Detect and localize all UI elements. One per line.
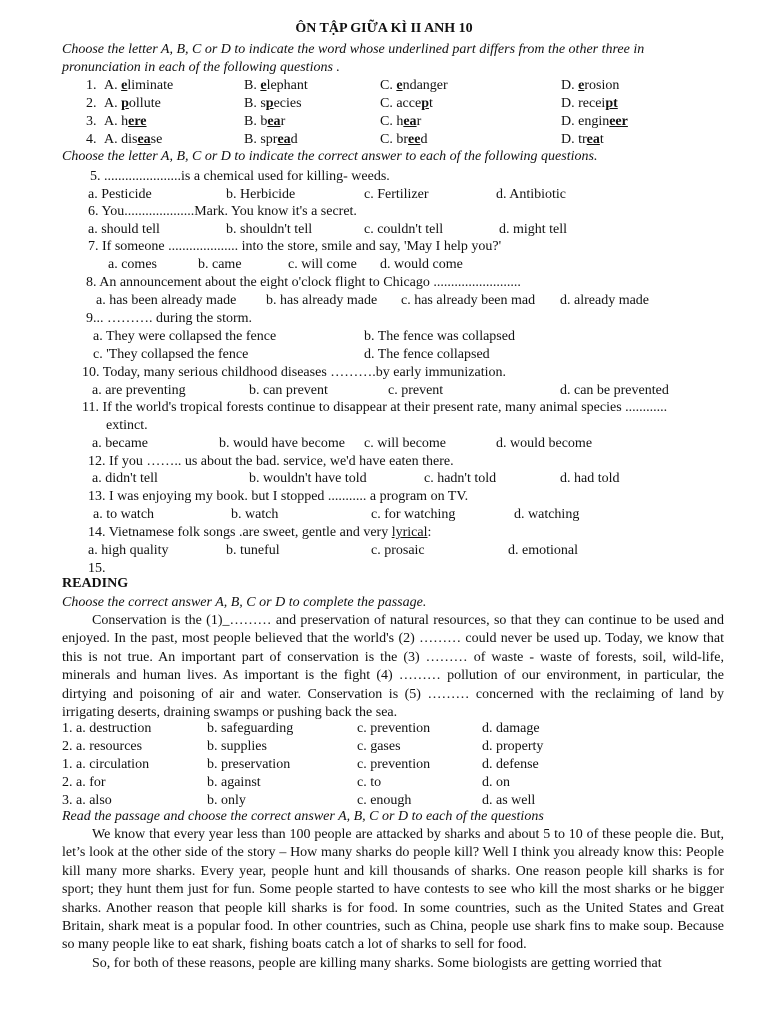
- passage3-text: So, for both of these reasons, people are killing many sharks. Some biologists are getting worried that: [92, 955, 662, 971]
- underlined-part: ea: [137, 132, 151, 147]
- question-continuation: extinct.: [106, 418, 148, 433]
- cloze-option: d. defense: [482, 757, 539, 772]
- answer-option: c. prevent: [388, 383, 444, 398]
- answer-option: c. prosaic: [371, 543, 425, 558]
- option-b: [244, 77, 308, 95]
- answer-option: a. has been already made: [96, 293, 237, 308]
- underlined-part: e: [396, 78, 403, 93]
- underlined-part: pt: [605, 96, 618, 111]
- option-d: [561, 77, 619, 95]
- answer-option: c. Fertilizer: [364, 187, 429, 202]
- question-7: 7. If someone .................... into the store, smile and say, 'May I help you?': [88, 239, 502, 254]
- answer-option: c. will come: [288, 257, 357, 272]
- cloze-option: b. only: [207, 793, 246, 808]
- option-suffix: r: [416, 114, 422, 129]
- answer-option: c. will become: [364, 436, 447, 451]
- option-c: [380, 131, 427, 149]
- answer-option: b. tuneful: [226, 543, 280, 558]
- option-a: [104, 95, 161, 113]
- option-prefix: D. tr: [561, 132, 587, 147]
- reading-passage-1: [62, 612, 724, 722]
- answer-option: b. shouldn't tell: [226, 222, 313, 237]
- question-8: 8. An announcement about the eight o'clock flight to Chicago .........................: [86, 275, 521, 290]
- answer-option: c. has already been mad: [401, 293, 536, 308]
- underlined-part: ere: [128, 114, 147, 129]
- answer-option: b. watch: [231, 507, 279, 522]
- underlined-part: ea: [586, 132, 600, 147]
- option-c: [380, 77, 448, 95]
- answer-option: c. 'They collapsed the fence: [93, 347, 249, 362]
- answer-option: b. wouldn't have told: [249, 471, 367, 486]
- cloze-option: b. supplies: [207, 739, 267, 754]
- question-number: 3.: [86, 114, 97, 129]
- passage2-text: We know that every year less than 100 people are attacked by sharks and about 5 to 10 of these people die. But, let’s look at the other side of the story – How many sharks do people kill? Well I think you already know this: People kill many more sharks. Every year, people hunt and kill thousands of sharks. One reason people kill sharks is for sport; they hunt them just for fun. Some people started to have contests to see who kill the most sharks or he bigger sharks. Another reason that people kill sharks is for food. In some countries, such as the United States and Great Britain, shark meat is a popular food. In other countries, such as China, people use shark fins to make soup. Because so many people like to eat shark, fishing boats catch a lot of sharks to sell for food.: [62, 827, 724, 953]
- answer-option: d. Antibiotic: [496, 187, 566, 202]
- option-prefix: D. engin: [561, 114, 610, 129]
- answer-option: d. already made: [560, 293, 650, 308]
- answer-option: a. Pesticide: [88, 187, 152, 202]
- answer-option: d. would become: [496, 436, 593, 451]
- option-suffix: ecies: [273, 96, 302, 111]
- reading-instruction: Choose the correct answer A, B, C or D to complete the passage.: [62, 595, 427, 610]
- question-12: 12. If you …….. us about the bad. service, we'd have eaten there.: [88, 454, 454, 469]
- underlined-part: ea: [403, 114, 417, 129]
- cloze-option: b. against: [207, 775, 261, 790]
- option-suffix: t: [429, 96, 433, 111]
- question-10: 10. Today, many serious childhood diseases ……….by early immunization.: [82, 365, 507, 380]
- cloze-option: d. on: [482, 775, 510, 790]
- question-14: [88, 524, 431, 542]
- cloze-option: 2. a. resources: [62, 739, 143, 754]
- option-prefix: C. br: [380, 132, 408, 147]
- cloze-option: 1. a. circulation: [62, 757, 150, 772]
- option-b: [244, 95, 302, 113]
- question-6: 6. You....................Mark. You know it's a secret.: [88, 204, 357, 219]
- option-prefix: D. recei: [561, 96, 606, 111]
- answer-option: d. The fence collapsed: [364, 347, 490, 362]
- question-number: 2.: [86, 96, 97, 111]
- reading-heading: READING: [62, 576, 129, 591]
- option-prefix: A. dis: [104, 132, 138, 147]
- answer-option: d. watching: [514, 507, 580, 522]
- option-c: [380, 95, 433, 113]
- option-suffix: se: [150, 132, 163, 147]
- option-prefix: C. acce: [380, 96, 422, 111]
- option-b: [244, 131, 298, 149]
- option-d: [561, 131, 604, 149]
- question-9: 9... ………. during the storm.: [86, 311, 253, 326]
- question-5: 5. ......................is a chemical used for killing- weeds.: [90, 169, 390, 184]
- instruction-pronunciation-line2: pronunciation in each of the following questions .: [62, 60, 340, 75]
- cloze-option: c. gases: [357, 739, 401, 754]
- instruction-pronunciation-line1: Choose the letter A, B, C or D to indicate the word whose underlined part differs from the other three in: [62, 42, 645, 57]
- answer-option: b. Herbicide: [226, 187, 296, 202]
- underlined-part: eer: [609, 114, 628, 129]
- answer-option: c. for watching: [371, 507, 456, 522]
- question-punct: :: [427, 525, 432, 540]
- cloze-option: c. enough: [357, 793, 412, 808]
- underlined-part: ea: [267, 114, 281, 129]
- option-prefix: A. h: [104, 114, 129, 129]
- option-suffix: r: [280, 114, 286, 129]
- reading-passage-2: [62, 826, 724, 973]
- underlined-part: e: [260, 78, 267, 93]
- answer-option: d. can be prevented: [560, 383, 669, 398]
- option-d: [561, 95, 618, 113]
- underlined-part: p: [265, 96, 274, 111]
- answer-option: b. has already made: [266, 293, 378, 308]
- cloze-option: b. preservation: [207, 757, 291, 772]
- option-suffix: lephant: [266, 78, 308, 93]
- answer-option: b. would have become: [219, 436, 345, 451]
- option-prefix: C. h: [380, 114, 404, 129]
- option-suffix: ollute: [128, 96, 161, 111]
- underlined-part: ee: [408, 132, 421, 147]
- answer-option: d. emotional: [508, 543, 578, 558]
- cloze-option: c. prevention: [357, 757, 431, 772]
- answer-option: d. might tell: [499, 222, 568, 237]
- cloze-option: d. as well: [482, 793, 536, 808]
- cloze-option: b. safeguarding: [207, 721, 294, 736]
- answer-option: c. hadn't told: [424, 471, 497, 486]
- answer-option: d. would come: [380, 257, 463, 272]
- option-a: [104, 131, 162, 149]
- option-suffix: ndanger: [402, 78, 448, 93]
- answer-option: c. couldn't tell: [364, 222, 444, 237]
- option-prefix: D.: [561, 78, 579, 93]
- option-suffix: d: [420, 132, 428, 147]
- underlined-part: ea: [277, 132, 291, 147]
- option-suffix: d: [290, 132, 298, 147]
- answer-option: a. should tell: [88, 222, 160, 237]
- instruction-grammar: Choose the letter A, B, C or D to indicate the correct answer to each of the following questions.: [62, 149, 598, 164]
- question-number: 1.: [86, 78, 97, 93]
- answer-option: a. high quality: [88, 543, 169, 558]
- option-prefix: B. b: [244, 114, 268, 129]
- cloze-option: 1. a. destruction: [62, 721, 152, 736]
- underlined-word: lyrical: [391, 525, 428, 540]
- cloze-option: d. damage: [482, 721, 540, 736]
- option-b: [244, 113, 285, 131]
- option-c: [380, 113, 421, 131]
- question-11: 11. If the world's tropical forests continue to disappear at their present rate, many animal species ............: [82, 400, 668, 415]
- cloze-option: c. prevention: [357, 721, 431, 736]
- answer-option: d. had told: [560, 471, 620, 486]
- option-prefix: B. spr: [244, 132, 278, 147]
- cloze-option: d. property: [482, 739, 544, 754]
- option-prefix: B. s: [244, 96, 266, 111]
- option-prefix: B.: [244, 78, 261, 93]
- option-prefix: A.: [104, 78, 122, 93]
- underlined-part: p: [421, 96, 429, 111]
- page-title: ÔN TẬP GIỮA KÌ II ANH 10: [295, 21, 473, 36]
- question-13: 13. I was enjoying my book. but I stopped ........... a program on TV.: [88, 489, 469, 504]
- answer-option: a. They were collapsed the fence: [93, 329, 277, 344]
- answer-option: b. The fence was collapsed: [364, 329, 515, 344]
- question-number: 4.: [86, 132, 97, 147]
- underlined-part: e: [121, 78, 128, 93]
- answer-option: a. are preventing: [92, 383, 186, 398]
- cloze-option: 3. a. also: [62, 793, 112, 808]
- answer-option: a. comes: [108, 257, 157, 272]
- question-text: 14. Vietnamese folk songs .are sweet, gentle and very: [88, 525, 392, 540]
- answer-option: a. became: [92, 436, 148, 451]
- option-prefix: C.: [380, 78, 397, 93]
- answer-option: b. can prevent: [249, 383, 328, 398]
- option-prefix: A.: [104, 96, 122, 111]
- reading-instruction-2: Read the passage and choose the correct answer A, B, C or D to each of the questions: [62, 809, 544, 824]
- cloze-option: 2. a. for: [62, 775, 106, 790]
- underlined-part: p: [121, 96, 129, 111]
- answer-option: b. came: [198, 257, 242, 272]
- answer-option: a. to watch: [93, 507, 155, 522]
- underlined-part: e: [578, 78, 585, 93]
- answer-option: a. didn't tell: [92, 471, 158, 486]
- option-a: [104, 113, 147, 131]
- question-15: 15.: [88, 561, 106, 576]
- option-a: [104, 77, 173, 95]
- option-suffix: rosion: [584, 78, 620, 93]
- option-d: [561, 113, 628, 131]
- option-suffix: t: [599, 132, 604, 147]
- passage-text: Conservation is the (1)_……… and preservation of natural resources, so that they can continue to be used and enjoyed. In the past, most people believed that the world's (2) ……… could never be used up. Today, we know that this is not true. An important part of conservation is the (3) ……… of waste - waste of forests, soil, wild-life, minerals and human lives. As important is the fight (4) ……… pollution of our environment, in particular, the dirtying and poisoning of air and water. Conservation is (5) ……… concerned with the reclaiming of land by irrigating deserts, draining swamps or pushing back the sea.: [62, 613, 724, 721]
- cloze-option: c. to: [357, 775, 382, 790]
- option-suffix: liminate: [127, 78, 174, 93]
